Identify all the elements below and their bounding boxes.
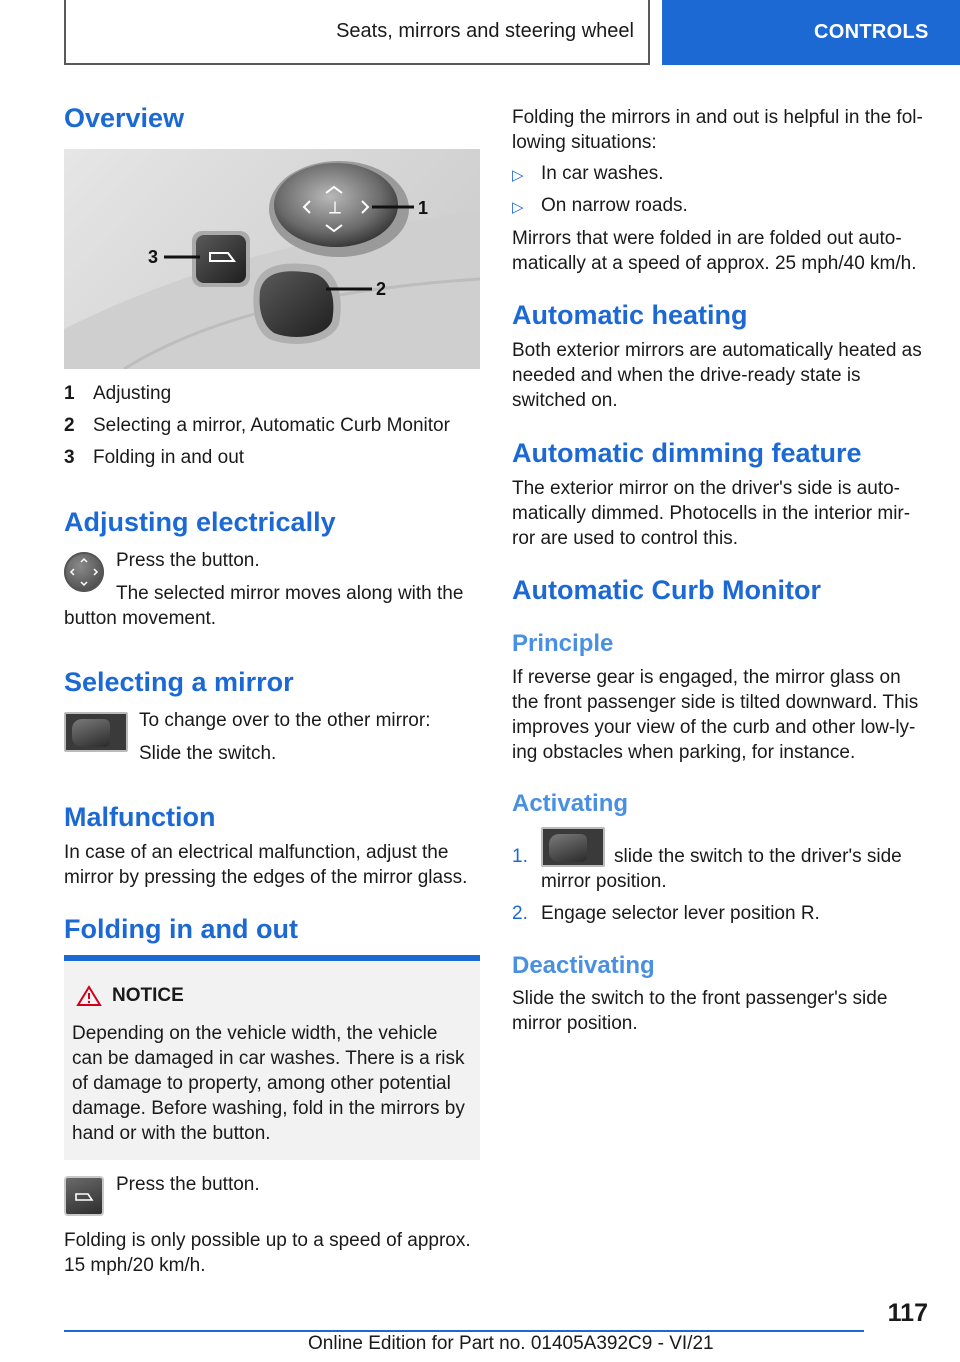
heading-principle: Principle <box>512 630 614 657</box>
adjust-text-1: Press the button. <box>116 550 260 571</box>
callout-3: 3 <box>148 247 159 267</box>
principle-text-4: ing obstacles when parking, for instance. <box>512 742 856 763</box>
page-number: 117 <box>887 1299 928 1327</box>
malfunction-text-1: In case of an electrical malfunction, adjust the <box>64 842 449 863</box>
heading-adjusting-electrically: Adjusting electrically <box>64 507 336 537</box>
malfunction-text-2: mirror by pressing the edges of the mirror glass. <box>64 867 468 888</box>
legend-item-3: 3 Folding in and out <box>64 447 245 468</box>
auto-out-text-1: Mirrors that were folded in are folded out auto- <box>512 228 902 249</box>
intro-text-2: lowing situations: <box>512 132 657 153</box>
heading-activating: Activating <box>512 790 629 817</box>
fold-button-icon <box>64 1176 104 1216</box>
heading-overview: Overview <box>64 103 185 133</box>
adjust-button-icon <box>64 552 104 592</box>
activating-step-1-text: slide the switch to the driver's side <box>614 846 902 867</box>
fold-speed-text-2: 15 mph/20 km/h. <box>64 1255 206 1276</box>
fold-press-text: Press the button. <box>116 1174 260 1195</box>
selecting-text-1: To change over to the other mirror: <box>139 710 431 731</box>
adjust-text-3: button movement. <box>64 608 217 629</box>
callout-2: 2 <box>376 279 387 299</box>
notice-line-1: Depending on the vehicle width, the vehicle <box>72 1023 438 1044</box>
header-chapter-title: CONTROLS <box>814 21 929 43</box>
heading-malfunction: Malfunction <box>64 802 216 832</box>
warning-triangle-icon <box>76 985 102 1007</box>
mirror-switch-icon <box>64 712 128 752</box>
notice-box <box>64 955 480 1160</box>
heading-curb-monitor: Automatic Curb Monitor <box>512 575 821 605</box>
notice-line-3: of damage to property, among other potential <box>72 1073 451 1094</box>
intro-text-1: Folding the mirrors in and out is helpful in the fol- <box>512 107 923 128</box>
notice-line-2: can be damaged in car washes. There is a risk <box>72 1048 465 1069</box>
bullet-item: ▷ In car washes. <box>512 163 664 184</box>
header-section-title: Seats, mirrors and steering wheel <box>336 20 634 42</box>
heading-automatic-heating: Automatic heating <box>512 300 748 330</box>
mirror-control-figure <box>64 149 480 369</box>
callout-1: 1 <box>418 198 429 218</box>
footer-rule <box>64 1330 864 1332</box>
legend-item-2: 2 Selecting a mirror, Automatic Curb Monitor <box>64 415 450 436</box>
deactivating-text-2: mirror position. <box>512 1013 638 1034</box>
heating-text-3: switched on. <box>512 390 618 411</box>
notice-line-4: damage. Before washing, fold in the mirrors by <box>72 1098 465 1119</box>
heating-text-2: needed and when the drive-ready state is <box>512 365 861 386</box>
auto-out-text-2: matically at a speed of approx. 25 mph/40 km/h. <box>512 253 917 274</box>
principle-text-1: If reverse gear is engaged, the mirror glass on <box>512 667 901 688</box>
heading-deactivating: Deactivating <box>512 952 655 979</box>
notice-line-5: hand or with the button. <box>72 1123 271 1144</box>
activating-step-1: 1. <box>512 846 528 867</box>
running-header-section <box>64 0 650 65</box>
activating-step-1-text-2: mirror position. <box>541 871 667 892</box>
heating-text-1: Both exterior mirrors are automatically heated as <box>512 340 922 361</box>
dimming-text-2: matically dimmed. Photocells in the interior mir- <box>512 503 911 524</box>
bullet-item: ▷ On narrow roads. <box>512 195 688 216</box>
notice-header <box>76 985 184 1007</box>
notice-label: NOTICE <box>112 985 184 1006</box>
heading-automatic-dimming: Automatic dimming feature <box>512 438 862 468</box>
principle-text-3: improves your view of the curb and other low-ly- <box>512 717 916 738</box>
mirror-control-illustration <box>64 149 480 369</box>
dimming-text-1: The exterior mirror on the driver's side is auto- <box>512 478 900 499</box>
activating-step-2: 2. Engage selector lever position R. <box>512 903 820 924</box>
footer-edition: Online Edition for Part no. 01405A392C9 - VI/21 <box>308 1333 714 1354</box>
dimming-text-3: ror are used to control this. <box>512 528 738 549</box>
mirror-switch-icon <box>541 827 605 867</box>
principle-text-2: the front passenger side is tilted downward. This <box>512 692 919 713</box>
fold-speed-text-1: Folding is only possible up to a speed of approx. <box>64 1230 471 1251</box>
heading-folding: Folding in and out <box>64 914 298 944</box>
running-header-chapter <box>662 0 960 65</box>
svg-text:⟂: ⟂ <box>329 197 342 218</box>
heading-selecting-mirror: Selecting a mirror <box>64 667 294 697</box>
adjust-text-2: The selected mirror moves along with the <box>116 583 464 604</box>
legend-item-1: 1 Adjusting <box>64 383 172 404</box>
selecting-text-2: Slide the switch. <box>139 743 277 764</box>
deactivating-text-1: Slide the switch to the front passenger's side <box>512 988 888 1009</box>
